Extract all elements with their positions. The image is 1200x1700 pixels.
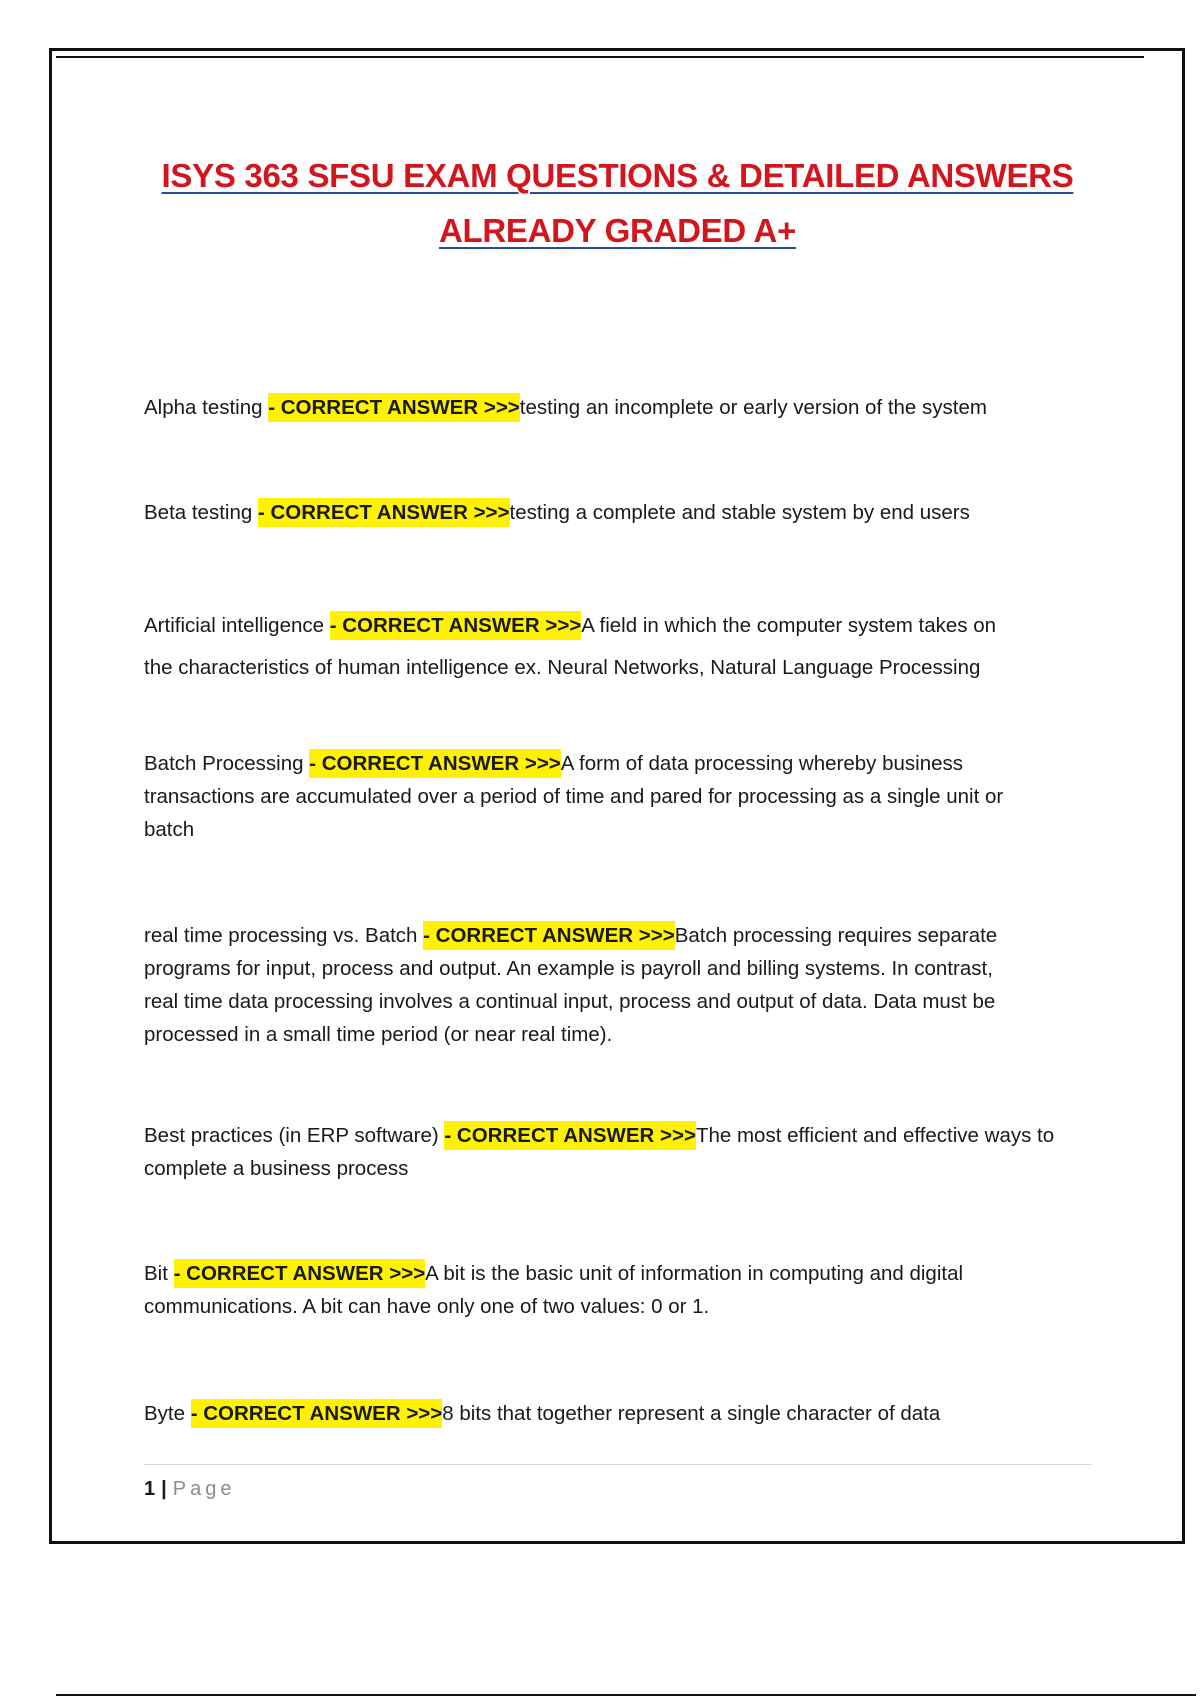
title-line-1: ISYS 363 SFSU EXAM QUESTIONS & DETAILED ANSWERS [161,157,1074,194]
qa-entry [144,463,1094,529]
correct-answer-marker: - CORRECT ANSWER >>> [309,749,561,778]
correct-answer-marker: - CORRECT ANSWER >>> [191,1399,443,1428]
qa-entry [144,358,1094,424]
qa-answer: The most efficient and effective ways to complete a business process [144,1124,1055,1180]
qa-answer: Batch processing requires separate programs for input, process and output. An example is payroll and billing systems. In contrast, real time data processing involves a continual input, process and output of data. Data must be processed in a small time period (or near real time). [144,924,998,1046]
page-number: 1 [144,1478,156,1500]
correct-answer-marker: - CORRECT ANSWER >>> [444,1121,696,1150]
qa-answer: 8 bits that together represent a single character of data [442,1402,941,1425]
correct-answer-marker: - CORRECT ANSWER >>> [330,611,582,640]
top-rule [56,56,1144,58]
qa-answer: A field in which the computer system takes on the characteristics of human intelligence ex. Neural Networks, Natural Language Processing [144,614,997,679]
qa-entry [144,714,1094,846]
correct-answer-marker: - CORRECT ANSWER >>> [258,498,510,527]
correct-answer-marker: - CORRECT ANSWER >>> [268,393,520,422]
qa-answer: testing an incomplete or early version of the system [519,396,987,419]
qa-answer: A form of data processing whereby business transactions are accumulated over a period of time and pared for processing as a single unit or batch [144,752,1004,841]
page-label: Page [172,1478,236,1500]
qa-entry [144,1086,1094,1185]
title-line-2: ALREADY GRADED A+ [438,212,797,249]
qa-entry [144,886,1094,1051]
qa-term: Artificial intelligence [144,614,330,637]
qa-entry [144,1224,1094,1323]
bottom-rule [56,1694,1196,1696]
footer-separator: | [161,1478,167,1500]
document-title [100,148,1135,258]
qa-term: Batch Processing [144,752,310,775]
qa-entry [144,1364,1094,1430]
qa-term: real time processing vs. Batch [144,924,424,947]
correct-answer-marker: - CORRECT ANSWER >>> [423,921,675,950]
footer-rule [144,1464,1092,1465]
qa-entry [144,563,1094,689]
correct-answer-marker: - CORRECT ANSWER >>> [174,1259,426,1288]
qa-term: Best practices (in ERP software) [144,1124,445,1147]
qa-term: Alpha testing [144,396,269,419]
qa-term: Bit [144,1262,174,1285]
qa-answer: A bit is the basic unit of information in computing and digital communications. A bit can have only one of two values: 0 or 1. [144,1262,964,1318]
qa-answer: testing a complete and stable system by end users [509,501,970,524]
page-footer [144,1476,235,1502]
qa-term: Byte [144,1402,191,1425]
qa-term: Beta testing [144,501,258,524]
